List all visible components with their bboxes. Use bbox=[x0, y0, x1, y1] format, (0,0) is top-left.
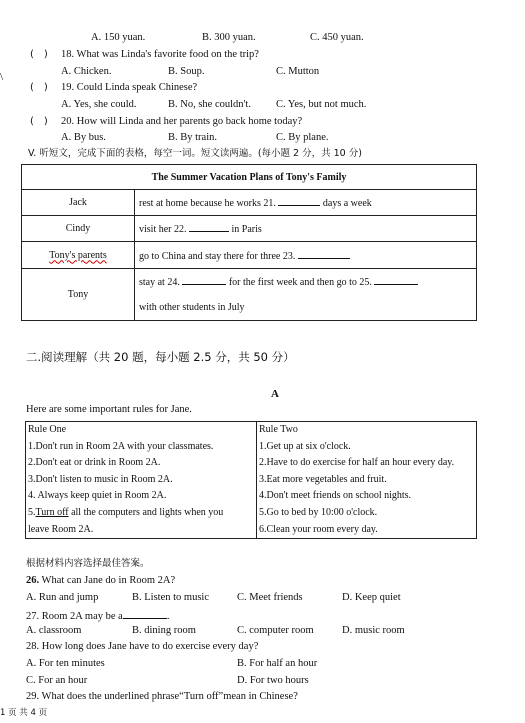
q28-option-d: D. For two hours bbox=[237, 675, 309, 686]
answer-blank-21[interactable] bbox=[278, 196, 320, 206]
name-cell-tony: Tony bbox=[22, 269, 135, 321]
page-footer: 1 页 共 4 页 bbox=[0, 708, 48, 718]
q17-option-b: B. 300 yuan. bbox=[202, 32, 256, 43]
q17-option-a: A. 150 yuan. bbox=[91, 32, 146, 43]
plan-cell-cindy bbox=[135, 216, 477, 242]
section-5-title: V. 听短文，完成下面的表格，每空一词。短文读两遍。(每小题 2 分，共 10 分) bbox=[28, 148, 362, 159]
q27-option-a: A. classroom bbox=[26, 625, 82, 636]
q26-option-b: B. Listen to music bbox=[132, 592, 209, 603]
q19-option-a: A. Yes, she could. bbox=[61, 99, 137, 110]
rule-two-item: 6.Clean your room every day. bbox=[259, 523, 378, 535]
rule-one-item-text: all the computers and lights when you bbox=[68, 506, 224, 518]
table-row bbox=[22, 269, 477, 321]
rule-one-item: 1.Don't run in Room 2A with your classmates. bbox=[28, 440, 214, 452]
q20-text: 20. How will Linda and her parents go back home today? bbox=[61, 116, 303, 127]
rule-two-item: 4.Don't meet friends on school nights. bbox=[259, 490, 412, 502]
q28-option-b: B. For half an hour bbox=[237, 658, 318, 669]
q18-option-b: B. Soup. bbox=[168, 66, 205, 77]
rule-two-item: 2.Have to do exercise for half an hour every day. bbox=[259, 457, 455, 469]
plan-text: stay at 24. bbox=[139, 276, 183, 288]
passage-intro: Here are some important rules for Jane. bbox=[26, 404, 192, 415]
q26-number: 26. bbox=[26, 575, 40, 586]
rule-one-column bbox=[26, 422, 257, 539]
instruction-text: 根据材料内容选择最佳答案。 bbox=[26, 558, 150, 569]
q27-text bbox=[26, 609, 169, 623]
plan-text: visit her 22. bbox=[139, 224, 189, 235]
plan-text: days a week bbox=[320, 198, 372, 209]
answer-blank-23[interactable] bbox=[298, 249, 350, 259]
q20-option-b: B. By train. bbox=[168, 132, 217, 143]
plan-text: for the first week and then go to 25. bbox=[226, 276, 375, 288]
rule-two-item: 3.Eat more vegetables and fruit. bbox=[259, 473, 387, 485]
q20-bracket: ( ) bbox=[30, 116, 48, 127]
q27-answer-blank[interactable] bbox=[123, 609, 167, 619]
q17-option-c: C. 450 yuan. bbox=[310, 32, 364, 43]
plans-table-title: The Summer Vacation Plans of Tony's Family bbox=[22, 165, 477, 190]
q27-option-b: B. dining room bbox=[132, 625, 196, 636]
q18-option-c: C. Mutton bbox=[276, 66, 320, 77]
q28-text: 28. How long does Jane have to do exercise every day? bbox=[26, 641, 259, 652]
answer-blank-22[interactable] bbox=[189, 222, 229, 232]
table-row bbox=[22, 242, 477, 269]
q26-option-d: D. Keep quiet bbox=[342, 592, 401, 603]
q19-bracket: ( ) bbox=[30, 82, 48, 93]
plan-text: rest at home because he works 21. bbox=[139, 198, 279, 209]
rule-one-header: Rule One bbox=[28, 424, 67, 435]
q19-option-c: C. Yes, but not much. bbox=[276, 99, 367, 110]
q18-text: 18. What was Linda's favorite food on the trip? bbox=[61, 49, 259, 60]
q29-text: 29. What does the underlined phrase“Turn off”mean in Chinese? bbox=[26, 691, 298, 702]
rules-table bbox=[25, 421, 477, 539]
q18-option-a: A. Chicken. bbox=[61, 66, 112, 77]
q26-option-a: A. Run and jump bbox=[26, 592, 99, 603]
q18-bracket: ( ) bbox=[30, 49, 48, 60]
name-cell-tonys-parents bbox=[22, 242, 135, 269]
q27-option-c: C. computer room bbox=[237, 625, 314, 636]
q26-option-c: C. Meet friends bbox=[237, 592, 303, 603]
plan-text: in Paris bbox=[229, 224, 262, 235]
reading-section-title: 二.阅读理解（共 20 题，每小题 2.5 分，共 50 分） bbox=[26, 350, 295, 364]
rule-one-item-number: 5. bbox=[28, 506, 36, 518]
margin-mark: \ bbox=[0, 71, 4, 83]
q28-option-c: C. For an hour bbox=[26, 675, 88, 686]
q27-option-d: D. music room bbox=[342, 625, 405, 636]
q26-text bbox=[26, 576, 175, 587]
q19-text: 19. Could Linda speak Chinese? bbox=[61, 82, 198, 93]
underlined-phrase: Turn off bbox=[35, 506, 69, 518]
rule-two-column bbox=[257, 422, 477, 539]
name-cell-jack: Jack bbox=[22, 190, 135, 216]
name-cell-cindy: Cindy bbox=[22, 216, 135, 242]
rule-one-item bbox=[28, 505, 254, 522]
plans-table bbox=[21, 164, 477, 321]
rule-one-item: 4. Always keep quiet in Room 2A. bbox=[28, 490, 167, 502]
plan-cell-tonys-parents bbox=[135, 242, 477, 269]
q26-question: What can Jane do in Room 2A? bbox=[39, 575, 176, 586]
q27-period: . bbox=[166, 611, 170, 622]
answer-blank-25[interactable] bbox=[374, 275, 418, 285]
name-text: Tony's parents bbox=[49, 249, 107, 261]
q27-question: 27. Room 2A may be a bbox=[26, 611, 123, 622]
plan-cell-tony bbox=[135, 269, 477, 321]
plan-cell-jack bbox=[135, 190, 477, 216]
table-row bbox=[22, 216, 477, 242]
rule-two-item: 1.Get up at six o'clock. bbox=[259, 440, 351, 452]
plan-text: with other students in July bbox=[139, 301, 245, 313]
q19-option-b: B. No, she couldn't. bbox=[168, 99, 251, 110]
plan-text: go to China and stay there for three 23. bbox=[139, 250, 298, 262]
rule-two-header: Rule Two bbox=[259, 424, 298, 435]
rule-one-item: 2.Don't eat or drink in Room 2A. bbox=[28, 457, 161, 469]
table-row bbox=[22, 190, 477, 216]
q28-option-a: A. For ten minutes bbox=[26, 658, 105, 669]
answer-blank-24[interactable] bbox=[182, 275, 226, 285]
passage-letter: A bbox=[271, 388, 279, 400]
q20-option-a: A. By bus. bbox=[61, 132, 106, 143]
rule-one-item-continued: leave Room 2A. bbox=[28, 523, 94, 535]
rule-two-item: 5.Go to bed by 10:00 o'clock. bbox=[259, 506, 378, 518]
q20-option-c: C. By plane. bbox=[276, 132, 329, 143]
rule-one-item: 3.Don't listen to music in Room 2A. bbox=[28, 473, 173, 485]
